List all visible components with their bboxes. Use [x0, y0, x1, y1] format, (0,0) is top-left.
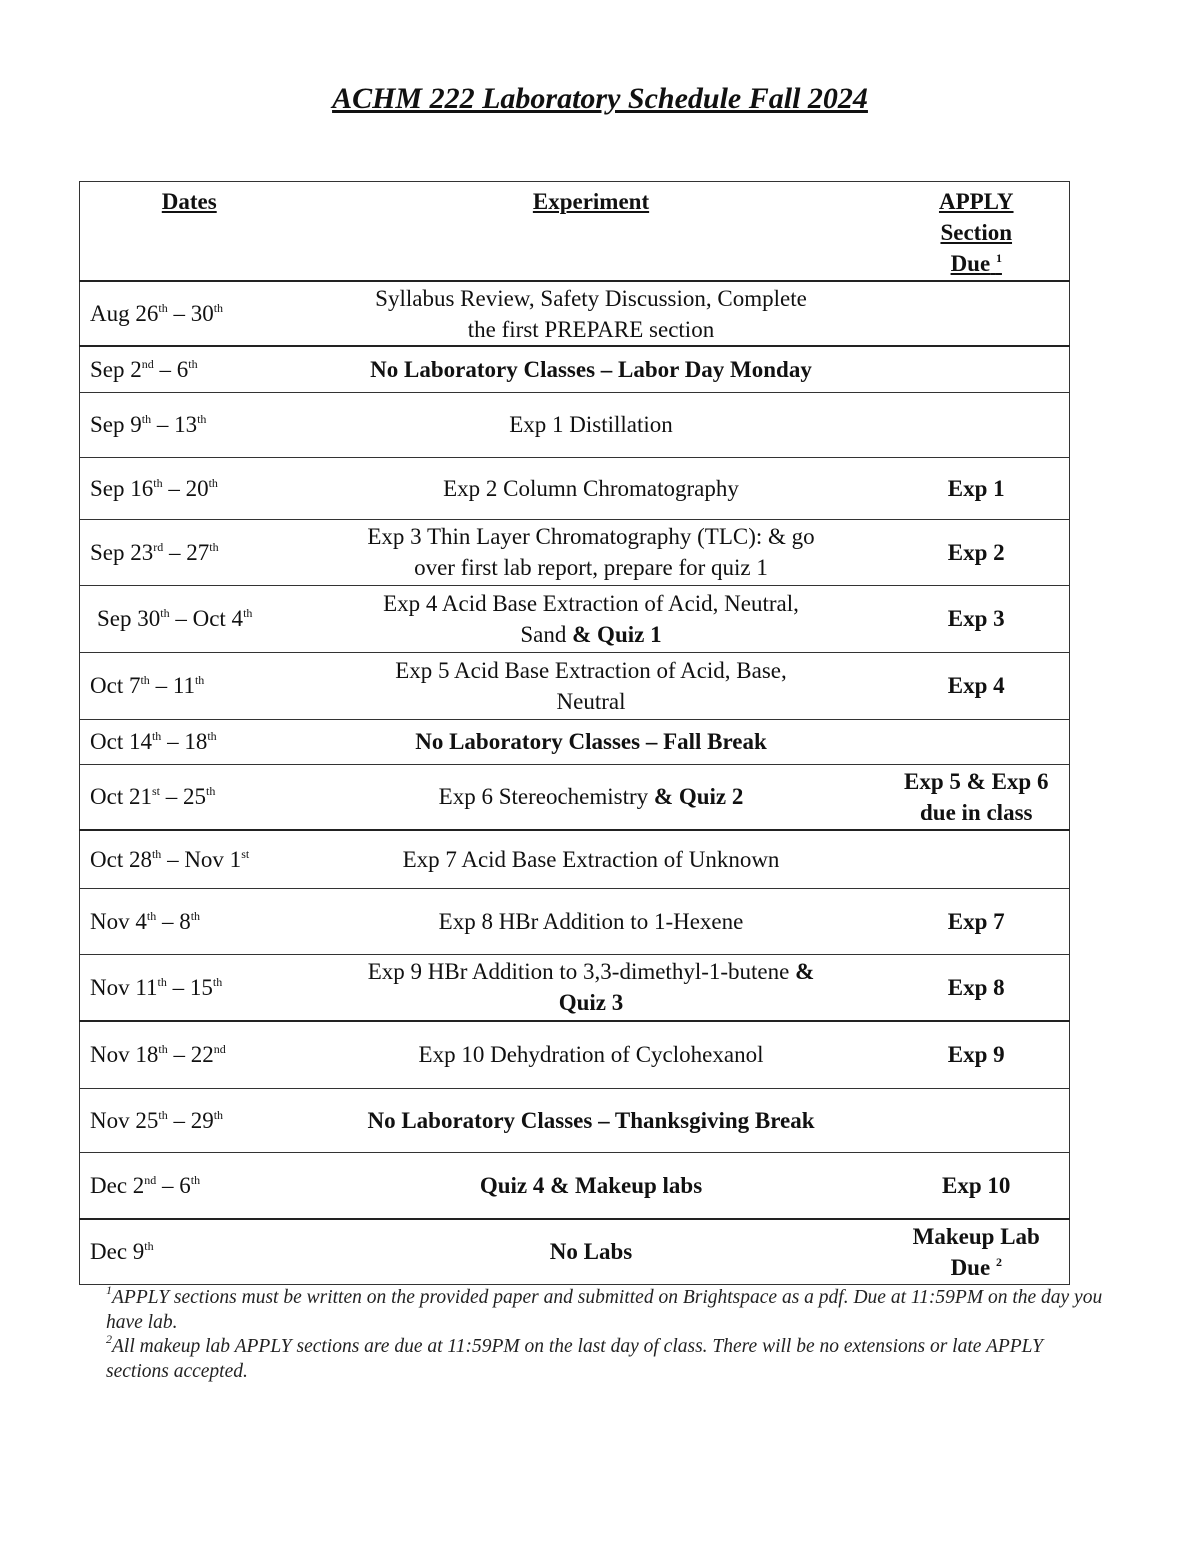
experiment-cell: Exp 2 Column Chromatography: [299, 457, 884, 519]
experiment-cell: No Laboratory Classes – Fall Break: [299, 719, 884, 764]
table-row: [80, 830, 1070, 888]
table-row: [80, 346, 1070, 392]
date-cell: Oct 7th – 11th: [80, 652, 299, 719]
due-cell: Exp 3: [884, 585, 1070, 652]
table-row: [80, 1152, 1070, 1219]
table-row: [80, 585, 1070, 652]
due-cell: Exp 1: [884, 457, 1070, 519]
date-cell: Oct 28th – Nov 1st: [80, 830, 299, 888]
table-row: [80, 519, 1070, 585]
due-cell: Exp 4: [884, 652, 1070, 719]
date-cell: Oct 21st – 25th: [80, 764, 299, 830]
header-dates: Dates: [80, 182, 299, 282]
date-cell: Sep 2nd – 6th: [80, 346, 299, 392]
table-row: [80, 1219, 1070, 1284]
experiment-cell: No Labs: [299, 1219, 884, 1284]
due-cell: [884, 392, 1070, 457]
due-cell: [884, 346, 1070, 392]
due-cell: [884, 719, 1070, 764]
date-cell: Nov 18th – 22nd: [80, 1021, 299, 1088]
due-cell: Exp 8: [884, 954, 1070, 1021]
experiment-cell: Exp 3 Thin Layer Chromatography (TLC): & go over first lab report, prepare for quiz 1: [299, 519, 884, 585]
footnote: $^1$APPLY sections must be written on the provided paper and submitted on Brightspace as a pdf. Due at 11:59PM on the day you have lab.: [106, 1283, 1103, 1333]
table-row: [80, 954, 1070, 1021]
footnote: $^2$All makeup lab APPLY sections are due at 11:59PM on the last day of class. There will be no extensions or late APPLY sections accepted.: [106, 1332, 1043, 1382]
table-row: [80, 1021, 1070, 1088]
due-cell: Makeup Lab Due $^2$: [884, 1219, 1070, 1284]
date-cell: Nov 4th – 8th: [80, 888, 299, 954]
experiment-cell: Exp 1 Distillation: [299, 392, 884, 457]
date-cell: Sep 23rd – 27th: [80, 519, 299, 585]
date-cell: Nov 11th – 15th: [80, 954, 299, 1021]
experiment-cell: Exp 10 Dehydration of Cyclohexanol: [299, 1021, 884, 1088]
table-row: [80, 281, 1070, 346]
date-cell: Aug 26th – 30th: [80, 281, 299, 346]
experiment-cell: Exp 9 HBr Addition to 3,3-dimethyl-1-butene & Quiz 3: [299, 954, 884, 1021]
due-cell: [884, 281, 1070, 346]
table-header-row: [80, 182, 1070, 282]
due-cell: Exp 5 & Exp 6 due in class: [884, 764, 1070, 830]
footnotes: [106, 1283, 1106, 1384]
experiment-cell: Syllabus Review, Safety Discussion, Complete the first PREPARE section: [299, 281, 884, 346]
experiment-cell: Exp 8 HBr Addition to 1-Hexene: [299, 888, 884, 954]
due-cell: Exp 2: [884, 519, 1070, 585]
experiment-cell: Exp 6 Stereochemistry & Quiz 2: [299, 764, 884, 830]
due-cell: Exp 10: [884, 1152, 1070, 1219]
date-cell: Sep 16th – 20th: [80, 457, 299, 519]
experiment-cell: No Laboratory Classes – Labor Day Monday: [299, 346, 884, 392]
due-cell: [884, 1088, 1070, 1152]
table-row: [80, 392, 1070, 457]
due-cell: Exp 7: [884, 888, 1070, 954]
experiment-cell: Exp 7 Acid Base Extraction of Unknown: [299, 830, 884, 888]
table-row: [80, 764, 1070, 830]
date-cell: Oct 14th – 18th: [80, 719, 299, 764]
experiment-cell: No Laboratory Classes – Thanksgiving Break: [299, 1088, 884, 1152]
date-cell: Nov 25th – 29th: [80, 1088, 299, 1152]
date-cell: Dec 9th: [80, 1219, 299, 1284]
experiment-cell: Exp 4 Acid Base Extraction of Acid, Neutral, Sand & Quiz 1: [299, 585, 884, 652]
table-row: [80, 1088, 1070, 1152]
table-row: [80, 719, 1070, 764]
date-cell: Sep 9th – 13th: [80, 392, 299, 457]
header-experiment: Experiment: [299, 182, 884, 282]
date-cell: Sep 30th – Oct 4th: [80, 585, 299, 652]
header-apply-due: APPLY Section Due $^1$: [884, 182, 1070, 282]
table-row: [80, 888, 1070, 954]
due-cell: Exp 9: [884, 1021, 1070, 1088]
table-row: [80, 652, 1070, 719]
date-cell: Dec 2nd – 6th: [80, 1152, 299, 1219]
due-cell: [884, 830, 1070, 888]
table-row: [80, 457, 1070, 519]
experiment-cell: Exp 5 Acid Base Extraction of Acid, Base, Neutral: [299, 652, 884, 719]
experiment-cell: Quiz 4 & Makeup labs: [299, 1152, 884, 1219]
schedule-table: [79, 181, 1070, 1285]
page-title: ACHM 222 Laboratory Schedule Fall 2024: [332, 82, 868, 115]
